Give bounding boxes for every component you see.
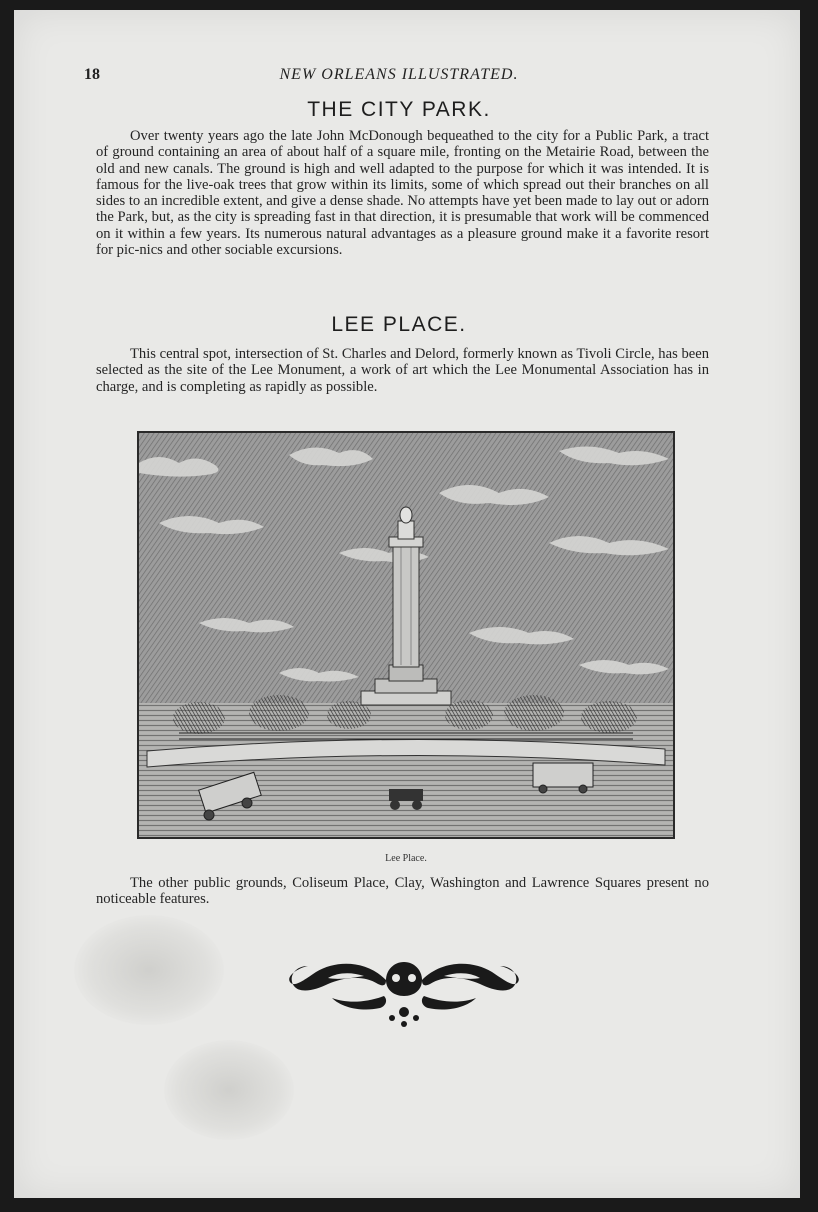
city-park-paragraph: Over twenty years ago the late John McDonough bequeathed to the city for a Public Park, a tract of ground containing an area of about half of a square mile, fronting on the Metairie Road, between the old and new canals. The ground is high and well adapted to the purpose for which it was intended. It is famous for the live-oak trees that grow within its limits, some of which spread out their branches on all sides to an incredible extent, and give a dense shade. No attempts have yet been made to lay out or adorn the Park, but, as the city is spreading fast in that direction, it is presumable that work will be commenced on it within a few years. Its numerous natural advantages as a pleasure ground make it a favorite resort for pic-nics and other sociable excursions. xyxy=(96,128,709,259)
lee-place-engraving xyxy=(137,431,675,839)
running-title: NEW ORLEANS ILLUSTRATED. xyxy=(279,66,519,83)
decorative-tailpiece-ornament xyxy=(288,952,520,1028)
water-stain xyxy=(74,915,224,1025)
illustration-caption: Lee Place. xyxy=(385,853,427,864)
lee-place-heading: LEE PLACE. xyxy=(331,313,467,336)
city-park-heading: THE CITY PARK. xyxy=(307,98,491,121)
page-header xyxy=(84,66,714,90)
water-stain xyxy=(164,1040,294,1140)
lee-place-paragraph: This central spot, intersection of St. Charles and Delord, formerly known as Tivoli Circle, has been selected as the site of the Lee Monument, a work of art which the Lee Monumental Association has in charge, and is completing as rapidly as possible. xyxy=(96,346,709,395)
closing-paragraph: The other public grounds, Coliseum Place, Clay, Washington and Lawrence Squares present no noticeable features. xyxy=(96,875,709,908)
page-number: 18 xyxy=(84,66,100,83)
